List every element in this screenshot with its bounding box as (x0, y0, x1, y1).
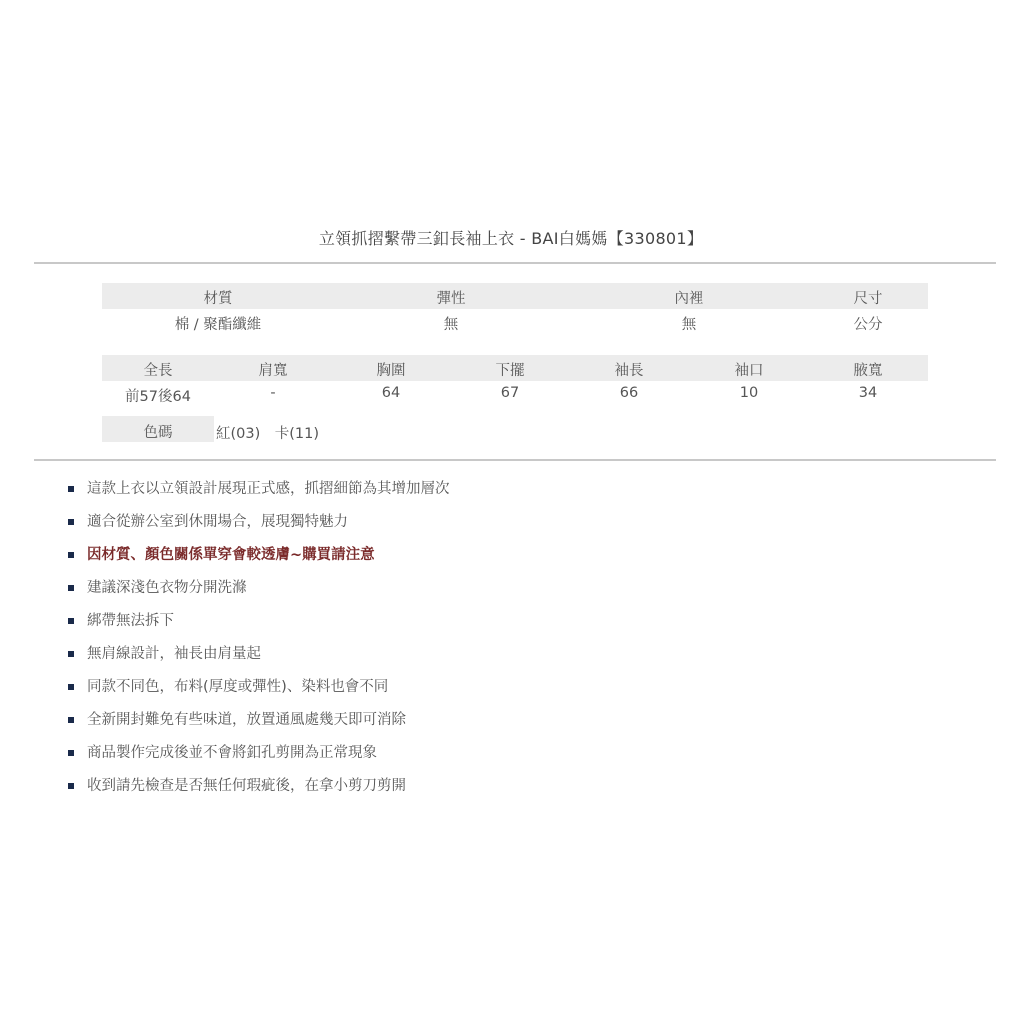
color-label: 色碼 (143, 425, 173, 441)
note-item-warning: 因材質、顏色關係單穿會較透膚~購買請注意 (68, 544, 968, 577)
chest-header: 胸圍 (376, 363, 406, 379)
product-title: 立領抓摺繫帶三釦長袖上衣 - BAI白媽媽【330801】 (318, 229, 704, 248)
note-item: 這款上衣以立領設計展現正式感，抓摺細節為其增加層次 (68, 478, 968, 511)
size-unit-value: 公分 (853, 317, 883, 333)
note-item: 建議深淺色衣物分開洗滌 (68, 577, 968, 610)
hem-header: 下擺 (495, 363, 525, 379)
note-item: 適合從辦公室到休閒場合，展現獨特魅力 (68, 511, 968, 544)
elasticity-header: 彈性 (436, 291, 466, 307)
top-divider (34, 262, 996, 264)
material-header: 材質 (203, 291, 233, 307)
length-header: 全長 (143, 363, 173, 379)
bottom-divider (34, 459, 996, 461)
sleeve-length-value: 66 (619, 385, 639, 401)
cuff-value: 10 (739, 385, 759, 401)
product-notes-list (68, 478, 968, 808)
lining-value: 無 (681, 317, 697, 333)
shoulder-value: - (270, 385, 276, 401)
armpit-value: 34 (858, 385, 878, 401)
note-item: 無肩線設計，袖長由肩量起 (68, 643, 968, 676)
note-item: 商品製作完成後並不會將釦孔剪開為正常現象 (68, 742, 968, 775)
color-options: 紅(03) 卡(11) (216, 426, 320, 442)
cuff-header: 袖口 (734, 363, 764, 379)
chest-value: 64 (381, 385, 401, 401)
material-value: 棉 / 聚酯纖維 (174, 317, 262, 333)
size-header: 尺寸 (853, 291, 883, 307)
note-item: 收到請先檢查是否無任何瑕疵後，在拿小剪刀剪開 (68, 775, 968, 808)
hem-value: 67 (500, 385, 520, 401)
shoulder-header: 肩寬 (258, 363, 288, 379)
lining-header: 內裡 (674, 291, 704, 307)
sleeve-length-header: 袖長 (614, 363, 644, 379)
note-item: 全新開封難免有些味道，放置通風處幾天即可消除 (68, 709, 968, 742)
armpit-header: 腋寬 (853, 363, 883, 379)
elasticity-value: 無 (443, 317, 459, 333)
note-item: 同款不同色，布料(厚度或彈性)、染料也會不同 (68, 676, 968, 709)
note-item: 綁帶無法拆下 (68, 610, 968, 643)
length-value: 前57後64 (125, 389, 191, 405)
